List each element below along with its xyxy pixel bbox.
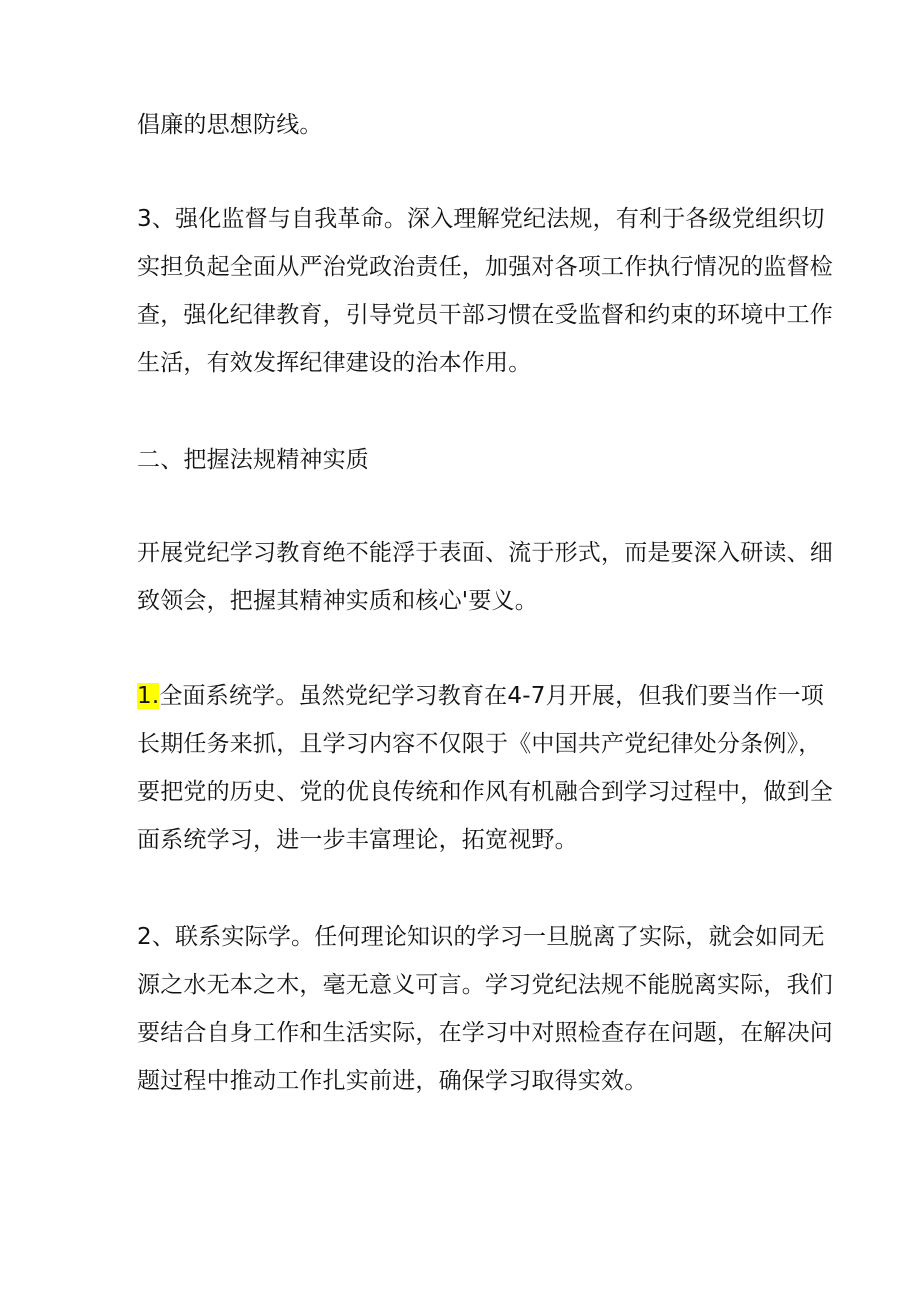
text-line: 生活，有效发挥纪律建设的治本作用。 <box>137 350 532 376</box>
paragraph-supervision <box>137 195 833 387</box>
text-line: 2、联系实际学。任何理论知识的学习一旦脱离了实际，就会如同无 <box>137 924 825 950</box>
text-line: 面系统学习，进一步丰富理论，拓宽视野。 <box>137 827 578 853</box>
text-line <box>137 672 824 720</box>
heading-text: 二、把握法规精神实质 <box>137 447 369 473</box>
text-line: 要结合自身工作和生活实际，在学习中对照检查存在问题，在解决问 <box>137 1020 833 1046</box>
text-line: 要把党的历史、党的优良传统和作风有机融合到学习过程中，做到全 <box>137 779 833 805</box>
text-line: 查，强化纪律教育，引导党员干部习惯在受监督和约束的环境中工作 <box>137 302 833 328</box>
text-line: 倡廉的思想防线。 <box>137 112 323 138</box>
text-line: 源之水无本之木，毫无意义可言。学习党纪法规不能脱离实际，我们 <box>137 972 833 998</box>
paragraph-continuation <box>137 101 787 149</box>
text-line: 开展党纪学习教育绝不能浮于表面、流于形式，而是要深入研读、细 <box>137 540 833 566</box>
section-heading <box>137 436 787 484</box>
paragraph-intro <box>137 529 833 625</box>
text-line: 实担负起全面从严治党政治责任，加强对各项工作执行情况的监督检 <box>137 254 833 280</box>
highlighted-list-marker: 1. <box>137 683 160 709</box>
text-line: 3、强化监督与自我革命。深入理解党纪法规，有利于各级党组织切 <box>137 206 825 232</box>
text-line: 题过程中推动工作扎实前进，确保学习取得实效。 <box>137 1068 648 1094</box>
paragraph-practical-study <box>137 913 833 1105</box>
text-line-rest: 全面系统学。虽然党纪学习教育在4-7月开展，但我们要当作一项 <box>159 683 824 709</box>
text-line: 致领会，把握其精神实质和核心'要义。 <box>137 588 538 614</box>
paragraph-comprehensive-study <box>137 672 833 864</box>
text-line: 长期任务来抓，且学习内容不仅限于《中国共产党纪律处分条例》， <box>137 731 822 757</box>
